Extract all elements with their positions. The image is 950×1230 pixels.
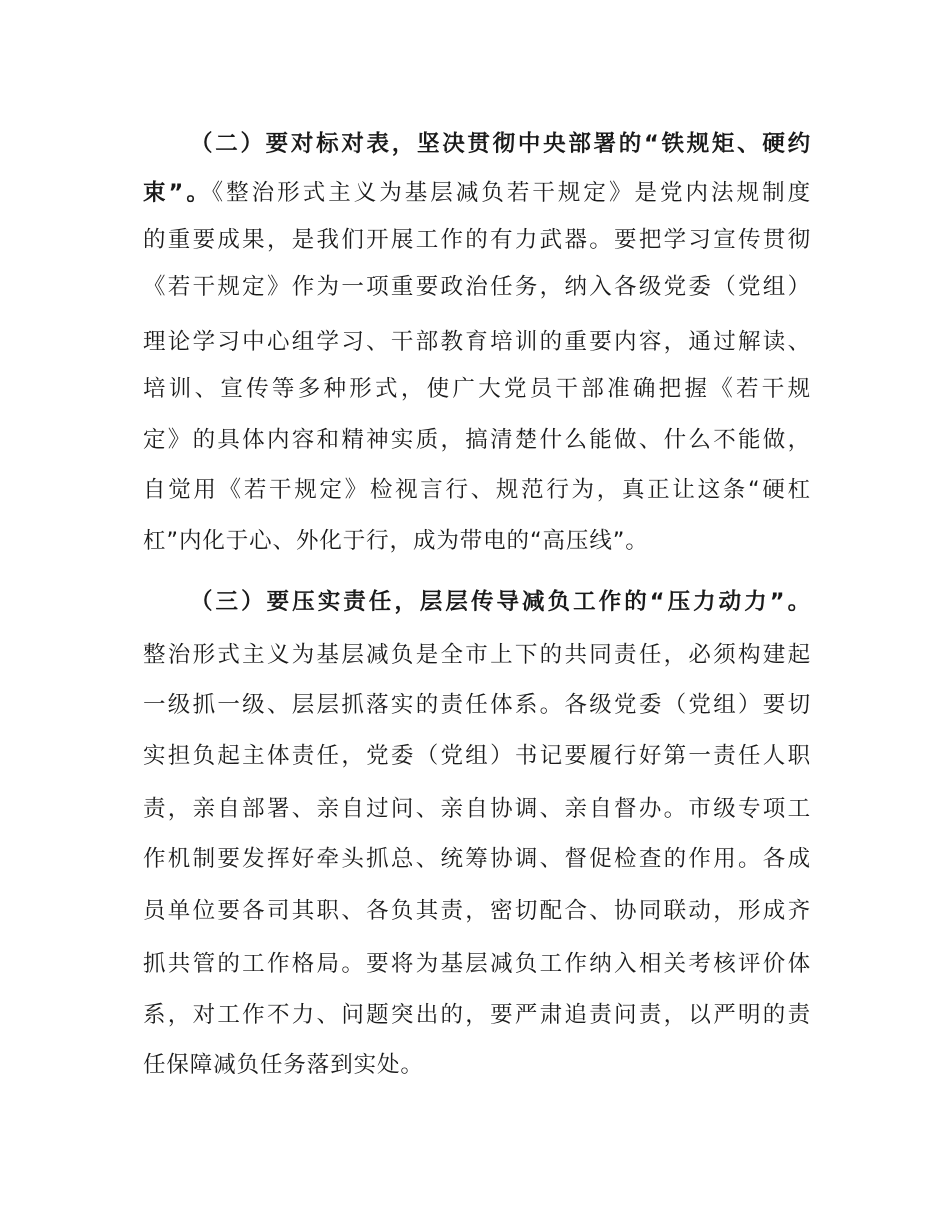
paragraph-line: 《若干规定》作为一项重要政治任务，纳入各级党委（党组） xyxy=(143,274,811,300)
paragraph-line: 培训、宣传等多种形式，使广大党员干部准确把握《若干规 xyxy=(143,376,811,402)
paragraph-line: 责，亲自部署、亲自过问、亲自协调、亲自督办。市级专项工 xyxy=(143,796,811,822)
paragraph-line xyxy=(190,582,811,622)
paragraph-line: 任保障减负任务落到实处。 xyxy=(143,1052,424,1078)
paragraph-line: 整治形式主义为基层减负是全市上下的共同责任，必须构建起 xyxy=(143,642,811,668)
paragraph-line: 抓共管的工作格局。要将为基层减负工作纳入相关考核评价体 xyxy=(143,951,811,977)
paragraph-line: 实担负起主体责任，党委（党组）书记要履行好第一责任人职 xyxy=(143,743,811,769)
paragraph-line: 杠”内化于心、外化于行，成为带电的“高压线”。 xyxy=(143,528,649,554)
paragraph-line: 理论学习中心组学习、干部教育培训的重要内容，通过解读、 xyxy=(143,329,811,355)
paragraph-line xyxy=(143,173,811,213)
paragraph-line: 系，对工作不力、问题突出的，要严肃追责问责，以严明的责 xyxy=(143,1002,811,1028)
paragraph-text: 《整治形式主义为基层减负若干规定》是党内法规制度 xyxy=(211,180,811,206)
section-heading: （三）要压实责任，层层传导减负工作的“压力动力”。 xyxy=(190,589,811,615)
section-heading-end: 束”。 xyxy=(143,180,212,206)
paragraph-line: 员单位要各司其职、各负其责，密切配合、协同联动，形成齐 xyxy=(143,898,811,924)
paragraph-line: 自觉用《若干规定》检视言行、规范行为，真正让这条“硬杠 xyxy=(143,477,811,503)
paragraph-line xyxy=(190,124,811,164)
paragraph-line: 的重要成果，是我们开展工作的有力武器。要把学习宣传贯彻 xyxy=(143,227,811,253)
paragraph-line: 一级抓一级、层层抓落实的责任体系。各级党委（党组）要切 xyxy=(143,692,811,718)
section-heading: （二）要对标对表，坚决贯彻中央部署的“铁规矩、硬约 xyxy=(190,131,811,157)
paragraph-line: 定》的具体内容和精神实质，搞清楚什么能做、什么不能做， xyxy=(143,427,811,453)
paragraph-line: 作机制要发挥好牵头抓总、统筹协调、督促检查的作用。各成 xyxy=(143,846,811,872)
